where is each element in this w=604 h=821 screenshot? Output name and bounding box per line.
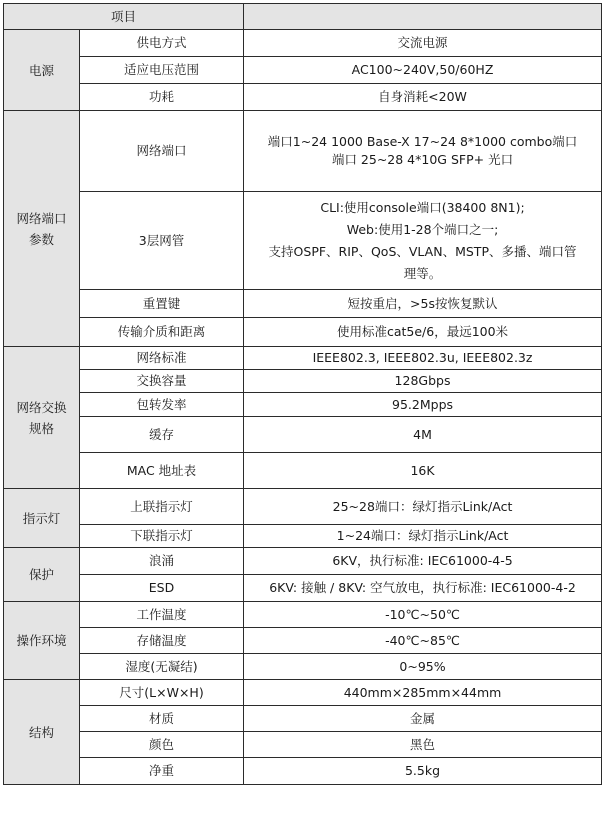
item-value: [244, 525, 602, 548]
table-row: [4, 192, 602, 290]
table-row: [4, 111, 602, 192]
item-value: [244, 732, 602, 758]
group-label-line: 参数: [28, 231, 54, 247]
item-value-line: 金属: [410, 710, 436, 726]
table-row: [4, 318, 602, 347]
item-value-line: 端口1~24 1000 Base-X 17~24 8*1000 combo端口: [267, 134, 578, 149]
item-value-line: 黑色: [410, 736, 436, 752]
item-value-line: -10℃~50℃: [385, 606, 460, 622]
item-label: 3层网管: [80, 192, 244, 290]
item-label: 净重: [80, 758, 244, 785]
item-value-line: 短按重启，>5s按恢复默认: [347, 295, 498, 311]
group-label-line: 网络交换: [16, 399, 67, 415]
item-value-line: 4M: [413, 426, 432, 442]
item-value-line: 25~28端口：绿灯指示Link/Act: [332, 498, 513, 514]
table-row: [4, 680, 602, 706]
item-value-line: 440mm×285mm×44mm: [343, 684, 502, 700]
item-label: 包转发率: [80, 393, 244, 417]
group-label-line: 规格: [28, 420, 54, 436]
group-label: [4, 548, 80, 602]
item-value-line: 支持OSPF、RIP、QoS、VLAN、MSTP、多播、端口管: [268, 243, 577, 259]
table-row: [4, 654, 602, 680]
item-label: 浪涌: [80, 548, 244, 575]
table-row: [4, 575, 602, 602]
table-row: [4, 57, 602, 84]
item-value: [244, 290, 602, 318]
table-row: [4, 30, 602, 57]
item-value: [244, 57, 602, 84]
item-value-line: 1~24端口：绿灯指示Link/Act: [336, 528, 509, 543]
spec-table: [3, 3, 602, 785]
item-value-line: 6KV，执行标准: IEC61000-4-5: [332, 553, 513, 568]
item-value-line: 自身消耗<20W: [378, 89, 467, 104]
group-label: [4, 489, 80, 548]
table-row: [4, 758, 602, 785]
item-value-line: 16K: [410, 462, 435, 478]
item-value-line: 交流电源: [397, 35, 448, 50]
item-value: [244, 417, 602, 453]
table-row: [4, 453, 602, 489]
item-value: [244, 111, 602, 192]
item-value: [244, 602, 602, 628]
item-label: 湿度(无凝结): [80, 654, 244, 680]
item-value-line: 128Gbps: [394, 373, 451, 388]
group-label-line: 保护: [28, 567, 54, 582]
item-value-line: AC100~240V,50/60HZ: [351, 62, 494, 77]
item-label: 供电方式: [80, 30, 244, 57]
item-value: [244, 548, 602, 575]
item-value: [244, 347, 602, 370]
item-value: [244, 453, 602, 489]
item-value: [244, 654, 602, 680]
item-value-line: IEEE802.3, IEEE802.3u, IEEE802.3z: [312, 350, 533, 365]
table-row: [4, 417, 602, 453]
item-value: [244, 192, 602, 290]
item-value-line: 0~95%: [399, 658, 446, 674]
item-label: ESD: [80, 575, 244, 602]
table-row: [4, 347, 602, 370]
group-label: [4, 347, 80, 489]
item-value: [244, 706, 602, 732]
group-label: [4, 30, 80, 111]
item-value-line: 6KV: 接触 / 8KV: 空气放电，执行标准: IEC61000-4-2: [269, 580, 576, 595]
table-row: [4, 489, 602, 525]
item-value-line: 理等。: [403, 265, 442, 281]
item-label: 缓存: [80, 417, 244, 453]
group-label: [4, 111, 80, 347]
group-label-line: 电源: [28, 62, 54, 78]
table-row: [4, 602, 602, 628]
table-row: [4, 628, 602, 654]
group-label: [4, 680, 80, 785]
item-label: 材质: [80, 706, 244, 732]
item-value: [244, 30, 602, 57]
item-value-line: 使用标准cat5e/6，最远100米: [336, 324, 509, 339]
item-value: [244, 370, 602, 393]
item-label: MAC 地址表: [80, 453, 244, 489]
table-row: [4, 84, 602, 111]
item-value-line: Web:使用1-28个端口之一;: [346, 221, 499, 237]
item-value: [244, 628, 602, 654]
group-label-line: 操作环境: [16, 633, 67, 648]
item-value: [244, 680, 602, 706]
item-label: 工作温度: [80, 602, 244, 628]
table-row: [4, 393, 602, 417]
item-value-line: -40℃~85℃: [385, 632, 460, 648]
item-label: 上联指示灯: [80, 489, 244, 525]
item-value-line: CLI:使用console端口(38400 8N1);: [320, 199, 525, 215]
item-label: 网络端口: [80, 111, 244, 192]
header-item: 项目: [4, 4, 244, 30]
table-row: [4, 525, 602, 548]
item-label: 重置键: [80, 290, 244, 318]
item-value: [244, 393, 602, 417]
table-row: [4, 370, 602, 393]
item-label: 功耗: [80, 84, 244, 111]
item-value: [244, 489, 602, 525]
item-value: [244, 84, 602, 111]
item-value: [244, 318, 602, 347]
item-label: 交换容量: [80, 370, 244, 393]
item-value-line: 5.5kg: [404, 763, 441, 778]
table-row: [4, 706, 602, 732]
item-value: [244, 758, 602, 785]
item-value-line: 95.2Mpps: [392, 396, 454, 412]
item-label: 网络标准: [80, 347, 244, 370]
item-label: 传输介质和距离: [80, 318, 244, 347]
table-row: [4, 732, 602, 758]
header-value: [244, 4, 602, 30]
table-row: [4, 290, 602, 318]
item-value-line: 端口 25~28 4*10G SFP+ 光口: [331, 152, 514, 167]
group-label: [4, 602, 80, 680]
item-label: 颜色: [80, 732, 244, 758]
item-label: 下联指示灯: [80, 525, 244, 548]
item-label: 适应电压范围: [80, 57, 244, 84]
item-label: 尺寸(L×W×H): [80, 680, 244, 706]
header-row: [4, 4, 602, 30]
table-row: [4, 548, 602, 575]
item-value: [244, 575, 602, 602]
group-label-line: 指示灯: [22, 510, 61, 526]
group-label-line: 结构: [28, 724, 54, 740]
item-label: 存储温度: [80, 628, 244, 654]
group-label-line: 网络端口: [16, 210, 67, 226]
